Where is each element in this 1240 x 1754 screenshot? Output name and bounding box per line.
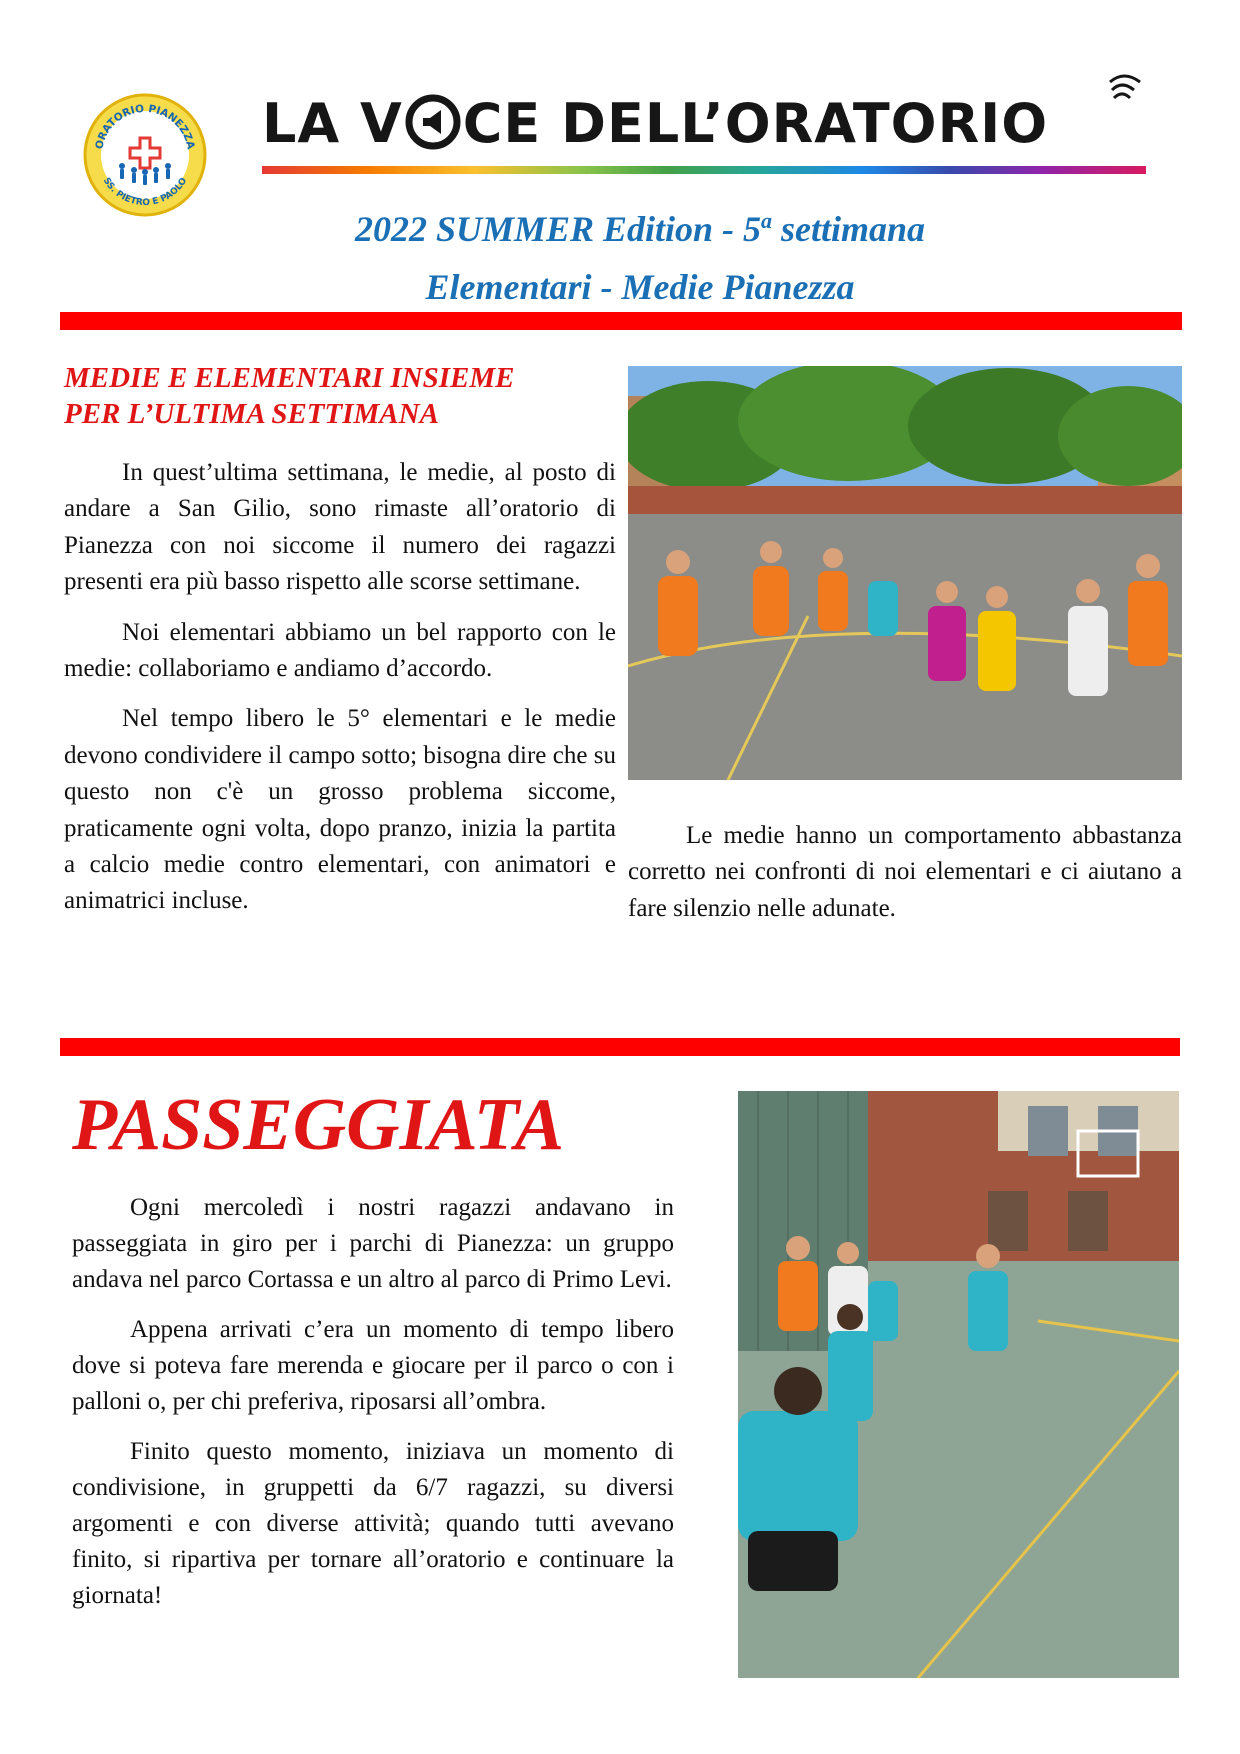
photo-courtyard-activity	[628, 366, 1182, 780]
edition-subtitle: Elementari - Medie Pianezza	[425, 267, 855, 307]
logo-bottom-text: SS. PIETRO E PAOLO	[100, 176, 190, 209]
article2-paragraph: Ogni mercoledì i nostri ragazzi andavano in passeggiata in giro per i parchi di Pianezza: un gruppo andava nel parco Cortassa e un altro al parco di Primo Levi.	[72, 1194, 674, 1293]
masthead-part1: LA V	[262, 92, 403, 155]
edition-text: 2022 SUMMER Edition - 5	[354, 209, 762, 249]
divider-top	[60, 312, 1182, 330]
article1-paragraph: In quest’ultima settimana, le medie, al posto di andare a San Gilio, sono rimaste all’oratorio di Pianezza con noi siccome il numero dei ragazzi presenti era più basso rispetto alle scorse settimane.	[64, 459, 616, 596]
article1-paragraph: Nel tempo libero le 5° elementari e le medie devono condividere il campo sotto; bisogna dire che su questo non c'è un grosso problema siccome, praticamente ogni volta, dopo pranzo, inizia la partita a calcio medie contro elementari, con animatori e animatrici incluse.	[64, 705, 616, 915]
edition-line	[200, 196, 1080, 254]
logo-top-text: ORATORIO PIANEZZA	[93, 102, 197, 151]
masthead-part2: CE DELL’ORATORIO	[462, 92, 1049, 155]
article1-column-left	[64, 455, 616, 934]
article2-column	[72, 1190, 674, 1628]
edition-sup: a	[761, 208, 773, 233]
oratorio-logo	[82, 92, 208, 218]
article2-title: PASSEGGIATA	[72, 1084, 565, 1166]
photo-group-meeting	[738, 1091, 1179, 1678]
megaphone-icon	[405, 94, 461, 150]
edition-after: settimana	[772, 209, 926, 249]
masthead-rainbow-line	[262, 166, 1146, 174]
divider-middle	[60, 1038, 1180, 1056]
article1-paragraph: Noi elementari abbiamo un bel rapporto con le medie: collaboriamo e andiamo d’accordo.	[64, 618, 616, 683]
article2-paragraph: Appena arrivati c’era un momento di tempo libero dove si poteva fare merenda e giocare per il parco o con i palloni o, per chi preferiva, riposarsi all’ombra.	[72, 1316, 674, 1415]
article1-title-line2: PER L’ULTIMA SETTIMANA	[64, 398, 439, 430]
article1-title-line1: MEDIE E ELEMENTARI INSIEME	[64, 362, 515, 394]
signal-waves-icon	[1108, 74, 1148, 104]
article1-column-right	[628, 818, 1182, 941]
article2-paragraph: Finito questo momento, iniziava un momento di condivisione, in gruppetti da 6/7 ragazzi, su diversi argomenti e con diverse attività; quando tutti avevano finito, si ripartiva per tornare all’oratorio e continuare la giornata!	[72, 1438, 674, 1609]
article1-paragraph-right: Le medie hanno un comportamento abbastanza corretto nei confronti di noi elementari e ci aiutano a fare silenzio nelle adunate.	[628, 822, 1182, 922]
masthead-title	[262, 82, 1146, 162]
article1-title	[64, 360, 624, 432]
